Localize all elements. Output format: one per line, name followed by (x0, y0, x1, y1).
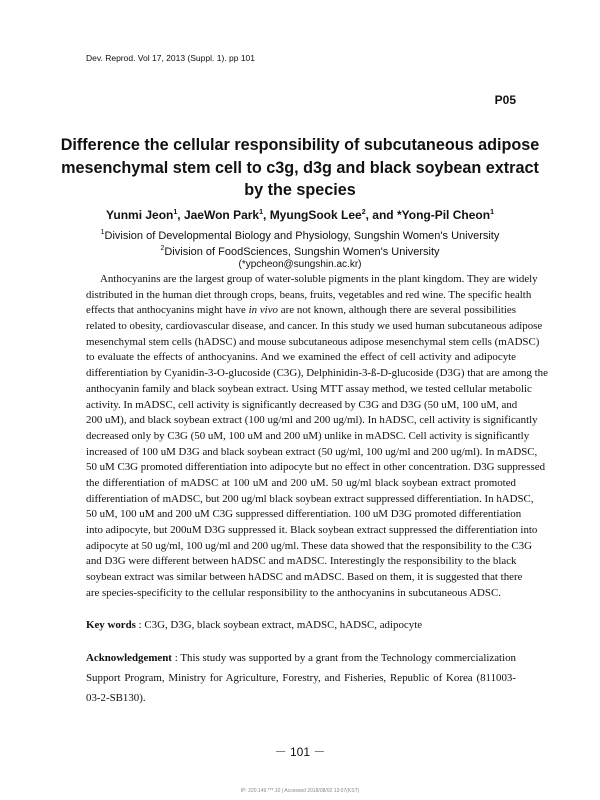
abstract-line: 50 uM C3G promoted differentiation into adipocyte but no effect in other concentration. D3G suppressed (86, 461, 546, 474)
abstract-line: Anthocyanins are the largest group of water-soluble pigments in the plant kingdom. They are widely (100, 273, 538, 285)
abstract-line: decreased only by C3G (50 uM, 100 uM and 200 uM) unlike in mADSC. Cell activity is significantly (86, 429, 530, 442)
author-separator: , (177, 208, 184, 222)
contact-email: (*ypcheon@sungshin.ac.kr) (238, 259, 362, 270)
abstract-line: 200 uM), and black soybean extract (100 ug/ml and 200 ug/ml). In hADSC, cell activity is significantly (86, 414, 538, 427)
abstract-segment: effects that anthocyanins might have (86, 304, 249, 317)
abstract-line: differentiation of mADSC, but 200 ug/ml black soybean extract suppressed differentiation. In hADSC, (86, 492, 534, 505)
acknowledgement-text: : This study was supported by a grant from the Technology commercialization Support Program, Ministry for Agriculture, Forestry, and Fisheries, Republic of Korea (811003-03-2-SB130). (86, 652, 516, 704)
abstract-line: increased of 100 uM D3G and black soybean extract (50 ug/ml, 100 ug/ml and 200 ug/ml). In mADSC, (86, 445, 538, 458)
abstract-line: activity. In mADSC, cell activity is significantly decreased by C3G and D3G (50 uM, 100 uM, and (86, 398, 518, 411)
abstract-body (86, 272, 548, 601)
author-separator: , and (365, 208, 397, 222)
abstract-line: into adipocyte, but 200uM D3G suppressed it. Black soybean extract suppressed the differentiation into (86, 524, 538, 536)
title-line: mesenchymal stem cell to c3g, d3g and black soybean extract (61, 158, 539, 177)
affiliation-text: Division of FoodSciences, Sungshin Women's University (164, 246, 440, 258)
paper-title (30, 134, 570, 202)
abstract-line (86, 303, 516, 319)
abstract-line: distributed in the human diet through crops, beans, fruits, vegetables and red wine. The specific health (86, 288, 532, 301)
abstract-line: 50 uM, 100 uM and 200 uM C3G suppressed differentiation. 100 uM D3G promoted differentiation (86, 508, 522, 521)
affiliation-text: Division of Developmental Biology and Physiology, Sungshin Women's University (104, 230, 500, 242)
affiliation-2 (20, 245, 580, 259)
abstract-line: anthocyanin family and black soybean extract. Using MTT assay method, we tested cellular metabolic (86, 382, 532, 395)
abstract-line: related to obesity, cardiovascular disease, and cancer. In this study we used human subcutaneous adipose (86, 320, 543, 333)
abstract-line: the differentiation of mADSC at 100 uM and 200 uM. 50 ug/ml black soybean extract promoted (86, 476, 516, 489)
access-footer: IP: 220.149.***.10 | Accessed 2018/08/02 13:07(KST) (240, 788, 360, 794)
keywords-label: Key words (86, 619, 136, 631)
affiliation-sup: 1 (100, 229, 105, 236)
abstract-line: to evaluate the effects of anthocyanins. And we examined the effect of cell activity and adipocyte (86, 351, 516, 364)
title-line: by the species (244, 181, 356, 199)
author-name: Yunmi Jeon (106, 208, 174, 222)
author-name: *Yong-Pil Cheon (396, 208, 491, 222)
author-sup: 2 (361, 209, 366, 216)
abstract-line: soybean extract was similar between hADSC and mADSC. Based on them, it is suggested that there (86, 571, 523, 584)
page-number: － 101 － (274, 745, 326, 759)
journal-header: Dev. Reprod. Vol 17, 2013 (Suppl. 1). pp 101 (86, 53, 256, 63)
poster-code: P05 (494, 93, 516, 107)
acknowledgement-label: Acknowledgement (86, 652, 172, 664)
abstract-line: mesenchymal stem cells (hADSC) and mouse subcutaneous adipose mesenchymal stem cells (mADSC) (86, 335, 540, 348)
author-name: JaeWon Park (183, 208, 260, 222)
author-sup: 1 (173, 209, 178, 216)
keywords-text: : C3G, D3G, black soybean extract, mADSC, hADSC, adipocyte (135, 619, 423, 631)
author-name: MyungSook Lee (269, 208, 362, 222)
author-sup: 1 (259, 209, 264, 216)
acknowledgement (86, 648, 516, 708)
author-sup: 1 (490, 209, 494, 216)
author-separator: , (263, 208, 270, 222)
keywords (86, 618, 422, 632)
abstract-segment: are not known, although there are several possibilities (277, 304, 516, 317)
abstract-line: are species-specificity to the cellular responsibility to the anthocyanins in subcutaneous ADSC. (86, 586, 501, 599)
affiliation-sup: 2 (160, 245, 165, 252)
authors (20, 208, 580, 223)
abstract-segment: in vivo (248, 304, 278, 317)
abstract-line: adipocyte at 50 ug/ml, 100 ug/ml and 200 ug/ml. These data showed that the responsibility to the C3G (86, 539, 532, 552)
affiliation-1 (20, 229, 580, 243)
title-line: Difference the cellular responsibility of subcutaneous adipose (60, 136, 540, 154)
abstract-line: differentiation by Cyanidin-3-O-glucoside (C3G), Delphinidin-3-ß-D-glucoside (D3G) that are among the (86, 367, 548, 380)
abstract-line: and D3G were different between hADSC and mADSC. Interestingly the responsibility to the black (86, 555, 517, 568)
